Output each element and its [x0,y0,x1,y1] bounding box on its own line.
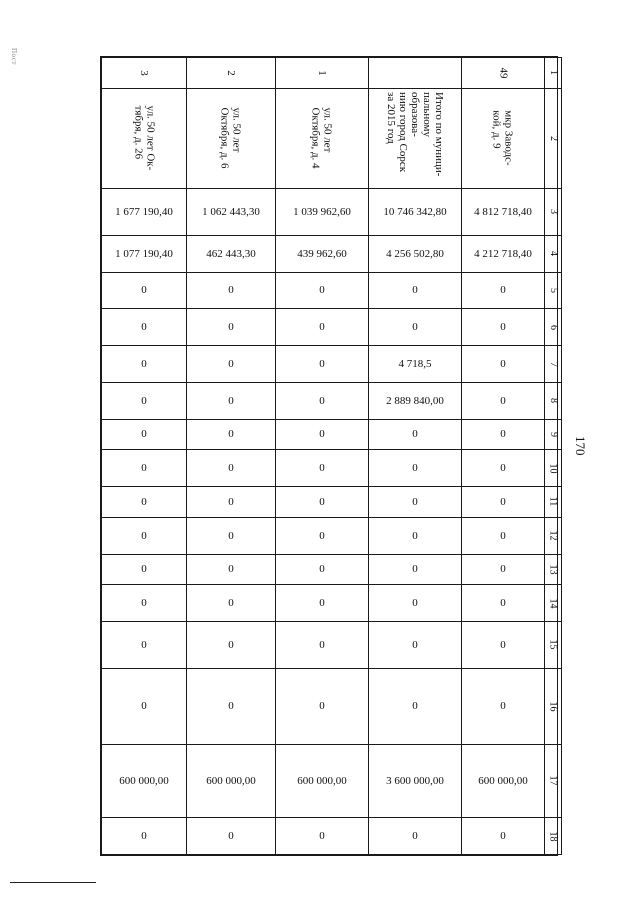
value-cell [187,382,276,419]
cell-value: 0 [319,284,325,297]
column-index-cell [545,58,562,89]
value-cell [102,621,187,668]
value-cell [102,668,187,744]
row-number-cell [187,58,276,89]
value-cell [462,382,545,419]
value-cell [369,818,462,855]
cell-value: 0 [500,495,506,508]
cell-value: 0 [228,428,234,441]
value-cell [102,450,187,487]
column-index: 1 [547,70,559,76]
cell-value: 0 [500,428,506,441]
value-cell [102,517,187,554]
value-cell [276,668,369,744]
cell-value: 0 [319,529,325,542]
column-index-cell [545,88,562,188]
value-cell [369,382,462,419]
value-cell [462,621,545,668]
value-cell [102,272,187,309]
table-row [102,188,562,235]
column-index-cell [545,346,562,383]
address-label: ул. 50 лет Ок- тября, д. 26 [131,105,156,171]
cell-value: 0 [319,700,325,713]
footer-line [10,882,96,883]
cell-value: 0 [141,394,147,407]
address-cell [369,88,462,188]
value-cell [369,450,462,487]
address-cell [462,88,545,188]
value-cell [102,235,187,272]
cell-value: 1 062 443,30 [202,205,260,218]
value-cell [187,235,276,272]
column-index: 16 [547,701,559,712]
value-cell [102,585,187,622]
value-cell [369,188,462,235]
column-index-cell [545,487,562,518]
value-cell [369,419,462,450]
value-cell [276,450,369,487]
cell-value: 0 [412,428,418,441]
value-cell [276,554,369,585]
value-cell [462,309,545,346]
table-row [102,346,562,383]
cell-value: 0 [141,495,147,508]
cell-value: 0 [319,358,325,370]
cell-value: 0 [319,638,325,651]
table-row [102,744,562,818]
cell-value: 0 [319,563,325,576]
value-cell [276,188,369,235]
cell-value: 2 889 840,00 [386,394,444,407]
column-index-cell [545,621,562,668]
column-index-cell [545,272,562,309]
column-index-cell [545,668,562,744]
column-index: 12 [547,530,559,541]
cell-value: 0 [500,638,506,651]
value-cell [369,585,462,622]
cell-value: 0 [319,428,325,441]
column-index: 9 [547,431,559,437]
value-cell [276,272,369,309]
cell-value: 1 077 190,40 [115,247,173,260]
cell-value: 0 [228,284,234,297]
table-row [102,382,562,419]
column-index-cell [545,309,562,346]
address-cell [276,88,369,188]
cell-value: 439 962,60 [297,247,347,260]
cell-value: 0 [141,358,147,370]
cell-value: 0 [500,700,506,713]
cell-value: 0 [141,321,147,334]
row-number-cell [462,58,545,89]
cell-value: 3 600 000,00 [386,774,444,787]
data-table [101,57,562,855]
table-row [102,450,562,487]
value-cell [462,450,545,487]
column-index: 13 [547,564,559,575]
cell-value: 0 [412,638,418,651]
table-row [102,621,562,668]
cell-value: 0 [412,700,418,713]
value-cell [276,419,369,450]
value-cell [369,487,462,518]
cell-value: 0 [228,638,234,651]
column-index: 18 [547,831,559,842]
column-index: 5 [547,287,559,293]
cell-value: 1 677 190,40 [115,205,173,218]
cell-value: 0 [319,495,325,508]
value-cell [462,487,545,518]
column-index: 17 [547,775,559,786]
cell-value: 0 [319,830,325,843]
value-cell [369,272,462,309]
cell-value: 0 [228,495,234,508]
value-cell [276,309,369,346]
table-row [102,88,562,188]
value-cell [276,517,369,554]
value-cell [462,517,545,554]
cell-value: 0 [228,563,234,576]
column-index: 14 [547,598,559,609]
value-cell [369,668,462,744]
cell-value: 0 [141,700,147,713]
cell-value: 0 [500,462,506,475]
value-cell [462,668,545,744]
value-cell [462,744,545,818]
cell-value: 0 [141,462,147,475]
value-cell [187,668,276,744]
table-row [102,818,562,855]
row-number: 49 [497,67,509,79]
value-cell [369,309,462,346]
column-index: 11 [547,497,559,507]
value-cell [276,585,369,622]
cell-value: 0 [228,321,234,334]
value-cell [369,744,462,818]
value-cell [462,585,545,622]
column-index: 2 [547,135,559,141]
cell-value: 0 [500,830,506,843]
value-cell [187,517,276,554]
table-row [102,487,562,518]
value-cell [187,346,276,383]
row-number: 3 [138,70,150,76]
value-cell [102,487,187,518]
address-cell [102,88,187,188]
cell-value: 0 [228,830,234,843]
cell-value: 0 [141,597,147,610]
table-row [102,585,562,622]
value-cell [462,235,545,272]
value-cell [369,346,462,383]
value-cell [276,744,369,818]
cell-value: 0 [412,495,418,508]
data-table-frame [100,56,558,856]
column-index-cell [545,585,562,622]
column-index-cell [545,517,562,554]
cell-value: 0 [412,830,418,843]
cell-value: 0 [412,529,418,542]
cell-value: 600 000,00 [297,774,347,787]
value-cell [276,235,369,272]
column-index: 7 [547,361,559,367]
cell-value: 0 [319,462,325,475]
column-index: 3 [547,209,559,215]
column-index: 15 [547,639,559,650]
value-cell [369,621,462,668]
value-cell [276,621,369,668]
cell-value: 0 [141,428,147,441]
row-number-cell [102,58,187,89]
cell-value: 0 [500,394,506,407]
corner-mark: Пост [10,48,18,65]
cell-value: 0 [319,321,325,334]
cell-value: 0 [500,321,506,334]
value-cell [187,585,276,622]
value-cell [462,818,545,855]
value-cell [276,487,369,518]
value-cell [102,309,187,346]
value-cell [187,487,276,518]
column-index: 10 [547,463,559,474]
column-index-cell [545,188,562,235]
cell-value: 0 [228,462,234,475]
cell-value: 0 [500,284,506,297]
column-index: 4 [547,251,559,257]
cell-value: 0 [319,394,325,407]
value-cell [187,309,276,346]
cell-value: 0 [228,597,234,610]
cell-value: 0 [141,284,147,297]
value-cell [462,272,545,309]
address-label: ул. 50 лет Октября, д. 4 [310,107,334,169]
address-label: Итого по муници- пальному образова- нию город Сорск за 2015 год [385,92,445,177]
row-number: 1 [316,70,328,76]
value-cell [462,554,545,585]
table-row [102,272,562,309]
cell-value: 4 212 718,40 [474,247,532,260]
column-index-cell [545,235,562,272]
column-index: 6 [547,324,559,330]
address-label: ул. 50 лет Октября, д. 6 [219,107,243,169]
value-cell [102,554,187,585]
column-index: 8 [547,398,559,404]
cell-value: 0 [228,394,234,407]
value-cell [462,346,545,383]
column-index-cell [545,744,562,818]
value-cell [369,554,462,585]
table-row [102,58,562,89]
value-cell [102,744,187,818]
value-cell [276,818,369,855]
cell-value: 0 [412,597,418,610]
column-index-cell [545,419,562,450]
value-cell [276,382,369,419]
row-number: 2 [225,70,237,76]
value-cell [187,272,276,309]
table-row [102,419,562,450]
value-cell [187,621,276,668]
column-index-cell [545,450,562,487]
cell-value: 0 [500,563,506,576]
page-number: 170 [573,436,588,456]
value-cell [102,382,187,419]
cell-value: 4 812 718,40 [474,205,532,218]
cell-value: 4 718,5 [398,358,432,370]
value-cell [102,419,187,450]
cell-value: 0 [141,830,147,843]
cell-value: 4 256 502,80 [386,247,444,260]
column-index-cell [545,554,562,585]
value-cell [102,346,187,383]
value-cell [462,419,545,450]
value-cell [187,419,276,450]
value-cell [369,517,462,554]
value-cell [102,818,187,855]
cell-value: 0 [500,358,506,370]
cell-value: 0 [412,284,418,297]
table-row [102,668,562,744]
value-cell [187,188,276,235]
value-cell [102,188,187,235]
cell-value: 600 000,00 [119,774,169,787]
cell-value: 0 [412,563,418,576]
table-row [102,309,562,346]
address-cell [187,88,276,188]
value-cell [187,554,276,585]
cell-value: 600 000,00 [478,774,528,787]
column-index-cell [545,382,562,419]
cell-value: 600 000,00 [206,774,256,787]
cell-value: 0 [412,321,418,334]
cell-value: 0 [141,529,147,542]
value-cell [187,450,276,487]
cell-value: 10 746 342,80 [383,205,447,218]
value-cell [187,744,276,818]
table-row [102,554,562,585]
cell-value: 0 [500,529,506,542]
address-label: мкр Заводс- кой, д. 9 [491,110,515,166]
cell-value: 0 [319,597,325,610]
value-cell [276,346,369,383]
cell-value: 1 039 962,60 [293,205,351,218]
table-row [102,235,562,272]
column-index-cell [545,818,562,855]
row-number-cell [276,58,369,89]
cell-value: 0 [141,638,147,651]
cell-value: 462 443,30 [206,247,256,260]
row-number-cell [369,58,462,89]
cell-value: 0 [500,597,506,610]
table-row [102,517,562,554]
cell-value: 0 [228,700,234,713]
value-cell [187,818,276,855]
cell-value: 0 [412,462,418,475]
cell-value: 0 [228,358,234,370]
value-cell [462,188,545,235]
cell-value: 0 [228,529,234,542]
cell-value: 0 [141,563,147,576]
value-cell [369,235,462,272]
